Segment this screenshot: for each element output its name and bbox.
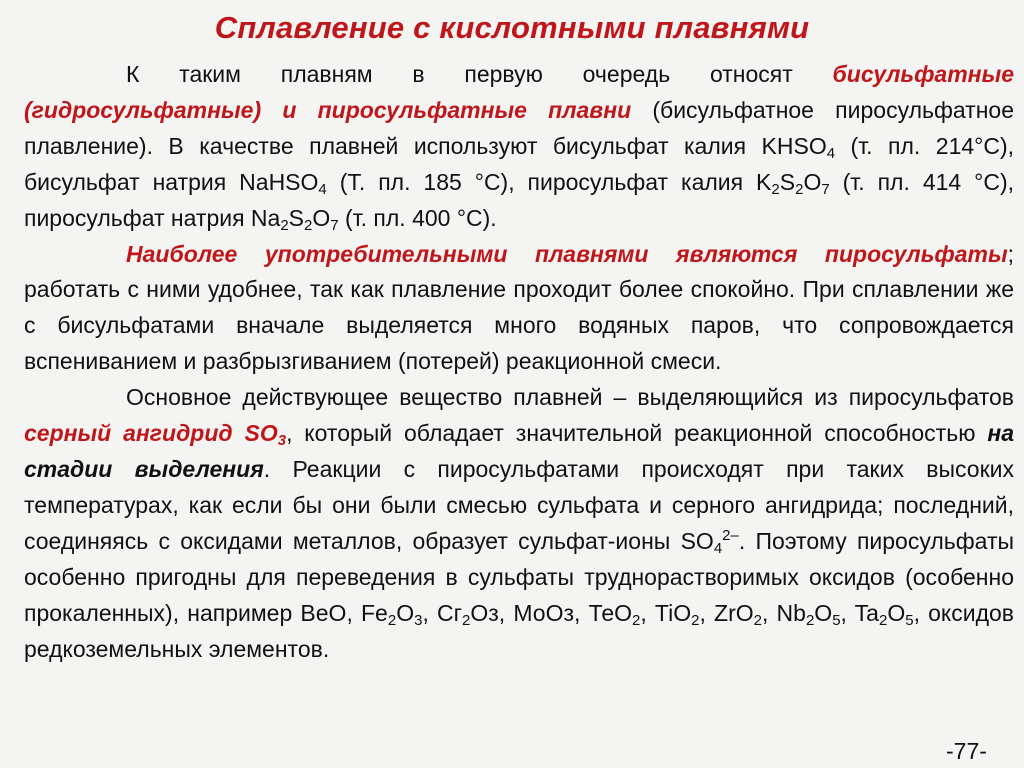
slide-body (24, 57, 1014, 667)
p1-text: К таким плавням в первую очередь относят (126, 61, 833, 87)
p3-highlight: серный ангидрид SO (24, 420, 278, 447)
p3-subscript: 2 (753, 611, 762, 629)
p1-subscript: 2 (795, 180, 804, 198)
p3-superscript: 2– (722, 526, 739, 544)
p3-text: Основное действующее вещество плавней – выделяющийся из пиросульфатов (126, 384, 1014, 411)
p3-text: . Поэтому пиросульфаты особенно пригодны для переведения в сульфаты труднорастворимых оксидов (особенно прокаленных), например ВеО, Fe (24, 527, 1015, 626)
p3-subscript: 2 (878, 611, 888, 629)
p3-subscript: 2 (805, 611, 815, 629)
p3-subscript: 5 (905, 611, 914, 629)
p3-subscript: 2 (632, 611, 641, 629)
p1-highlight: бисульфатные (гидросульфатные) и пиросульфатные плавни (24, 61, 1014, 123)
p3-subscript: 2 (691, 611, 700, 629)
paragraph-3 (24, 380, 1014, 667)
p1-text: (т. пл. 400 °С). (338, 204, 497, 231)
p3-text: O (814, 599, 833, 626)
p1-text: S (288, 204, 305, 231)
p3-text: , ZrO (699, 599, 754, 626)
p3-subscript: 5 (832, 611, 841, 629)
p3-text: O (887, 599, 906, 626)
p1-text: O (312, 204, 331, 231)
p2-text: ; работать с ними удобнее, так как плавление проходит более спокойно. При сплавлении же с бисульфатами вначале выделяется много водяных паров, что сопровождается вспениванием и разбрызгиванием (потерей) реакционной смеси. (24, 240, 1014, 375)
p3-emphasis: на стадии выделения (24, 420, 1014, 482)
p1-subscript: 2 (304, 216, 313, 234)
p2-highlight: Наиболее употребительными плавнями являются пиросульфаты (126, 240, 1008, 267)
slide-title: Сплавление с кислотными плавнями (214, 10, 810, 45)
p3-text: , который обладает значительной реакционной способностью (286, 420, 988, 447)
p1-subscript: 7 (330, 216, 339, 234)
p3-subscript: 2 (462, 611, 471, 629)
p1-subscript: 2 (280, 216, 289, 234)
p3-subscript: 2 (387, 611, 397, 629)
p3-text: , Сг (422, 599, 463, 626)
p1-subscript: 4 (318, 180, 327, 198)
page-number: -77- (946, 738, 987, 764)
p1-text: S (779, 168, 796, 195)
p1-text: (Т. пл. 185 °С), пиросульфат калия K (326, 168, 772, 195)
paragraph-1 (24, 57, 1014, 237)
p3-text: . Реакции с пиросульфатами происходят при таких высоких температурах, как если бы они были смесью сульфата и серного ангидрида; последний, соединяясь с оксидами металлов, образует сульфат-ионы SO (24, 455, 1014, 554)
p3-subscript: 3 (414, 611, 423, 629)
p1-text: (т. пл. 414 °С), пиросульфат натрия Na (24, 168, 1014, 231)
p1-subscript: 2 (771, 180, 780, 198)
p3-text: , TiO (640, 599, 692, 626)
p3-subscript: 4 (713, 539, 723, 557)
p1-subscript: 4 (826, 144, 836, 162)
p3-text: , Ta (840, 599, 879, 626)
p3-text: , Nb (761, 599, 806, 626)
p1-text: (т. пл. 214°С), бисульфат натрия NaHSO (24, 132, 1015, 195)
p3-text: Оз, МоОз, ТеО (470, 599, 633, 626)
p1-text: O (803, 168, 822, 195)
p1-text: (бисульфатное пиросульфатное плавление). В качестве плавней используют бисульфат калия KHSO (24, 96, 1014, 159)
p1-subscript: 7 (821, 180, 830, 198)
p3-subscript: 3 (277, 432, 287, 450)
p3-text: O (396, 599, 415, 626)
paragraph-2 (24, 237, 1014, 381)
p3-text: , оксидов редкоземельных элементов. (24, 599, 1015, 662)
